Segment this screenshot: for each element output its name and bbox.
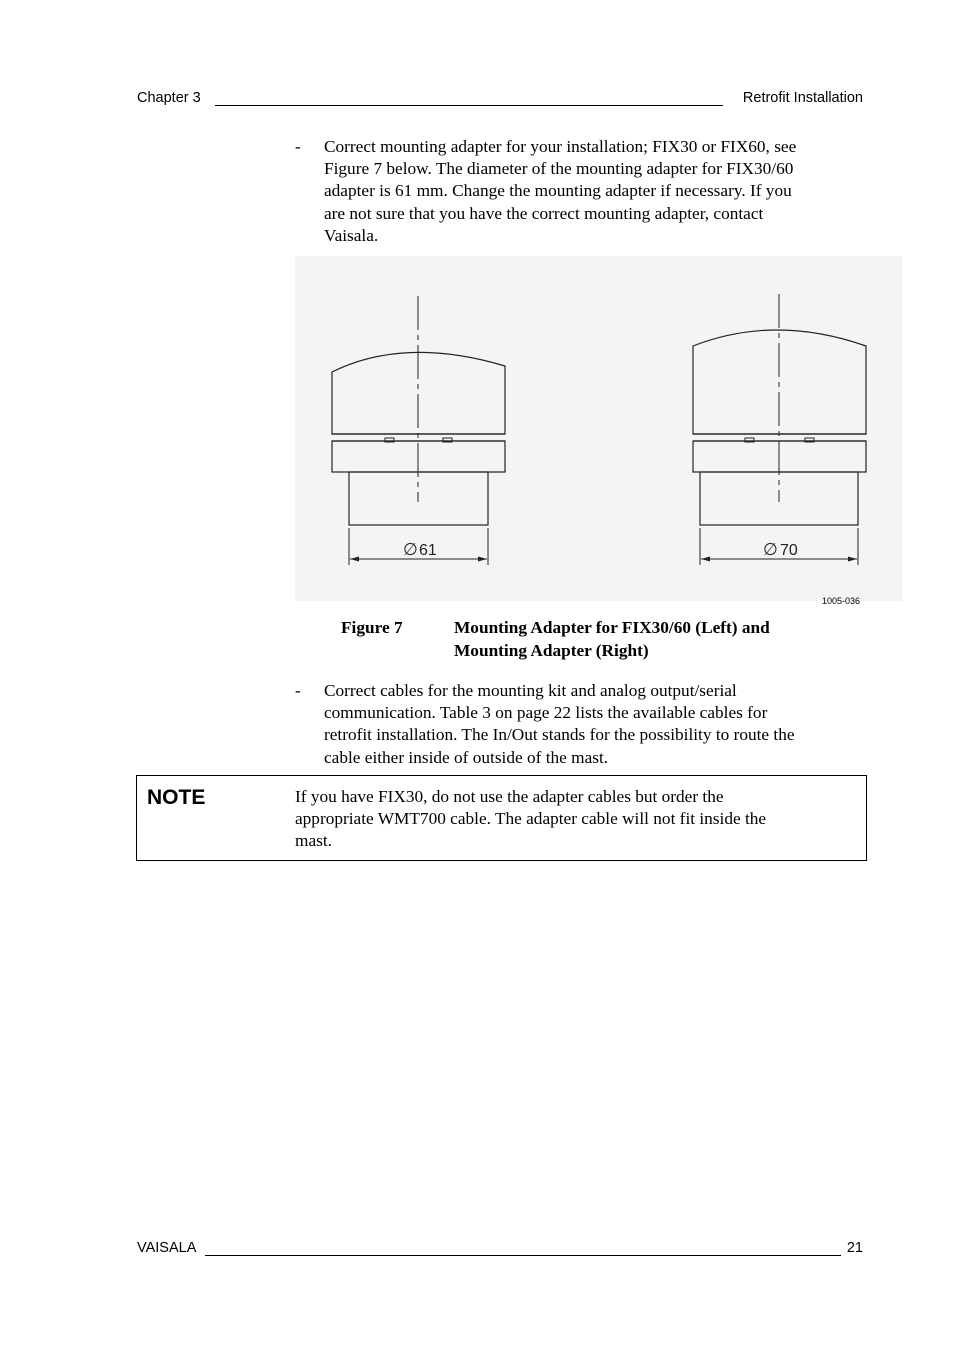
- figure-title: [454, 616, 854, 662]
- bullet-item-cables: [295, 680, 855, 770]
- text-line: cable either inside of outside of the mast.: [324, 747, 609, 767]
- header-rule: [215, 105, 723, 106]
- text-line: Correct cables for the mounting kit and analog output/serial: [324, 681, 737, 700]
- diameter-icon: ∅: [403, 540, 418, 559]
- left-dimension-label: 61: [419, 542, 437, 559]
- bullet-dash: -: [295, 681, 301, 700]
- text-line: are not sure that you have the correct mounting adapter, contact: [324, 203, 764, 223]
- page-footer: [137, 1240, 863, 1260]
- bullet-text: [324, 136, 859, 247]
- bullet-dash: -: [295, 137, 301, 156]
- drawing-id-label: 1005-036: [822, 596, 861, 606]
- company-name: VAISALA: [137, 1240, 197, 1256]
- footer-rule: [205, 1255, 841, 1256]
- note-box: [136, 775, 867, 861]
- section-title: Retrofit Installation: [742, 90, 863, 106]
- text-line: Correct mounting adapter for your installation; FIX30 or FIX60, see: [324, 137, 797, 156]
- mounting-adapter-drawing: [295, 256, 902, 601]
- note-body: [295, 786, 835, 853]
- note-label: NOTE: [147, 786, 206, 809]
- right-dimension-label: 70: [780, 542, 798, 559]
- figure-number: Figure 7: [341, 618, 403, 637]
- bullet-item-mounting-adapter: [295, 136, 855, 248]
- figure-background: [295, 256, 902, 601]
- page-number: 21: [846, 1240, 863, 1256]
- text-line: mast.: [295, 831, 332, 851]
- text-line: If you have FIX30, do not use the adapter cables but order the: [295, 787, 724, 806]
- chapter-label: Chapter 3: [137, 90, 201, 106]
- text-line: Figure 7 below. The diameter of the mounting adapter for FIX30/60: [324, 159, 794, 179]
- mounting-adapter-figure: [295, 256, 902, 601]
- page-header: [137, 90, 863, 110]
- text-line: appropriate WMT700 cable. The adapter cable will not fit inside the: [295, 809, 767, 829]
- text-line: retrofit installation. The In/Out stands for the possibility to route the: [324, 725, 795, 745]
- bullet-text: [324, 680, 859, 769]
- text-line: adapter is 61 mm. Change the mounting adapter if necessary. If you: [324, 181, 792, 201]
- caption-line: Mounting Adapter for FIX30/60 (Left) and: [454, 618, 770, 637]
- text-line: communication. Table 3 on page 22 lists the available cables for: [324, 703, 768, 723]
- caption-line: Mounting Adapter (Right): [454, 641, 649, 660]
- diameter-icon: ∅: [763, 540, 778, 559]
- text-line: Vaisala.: [324, 225, 379, 245]
